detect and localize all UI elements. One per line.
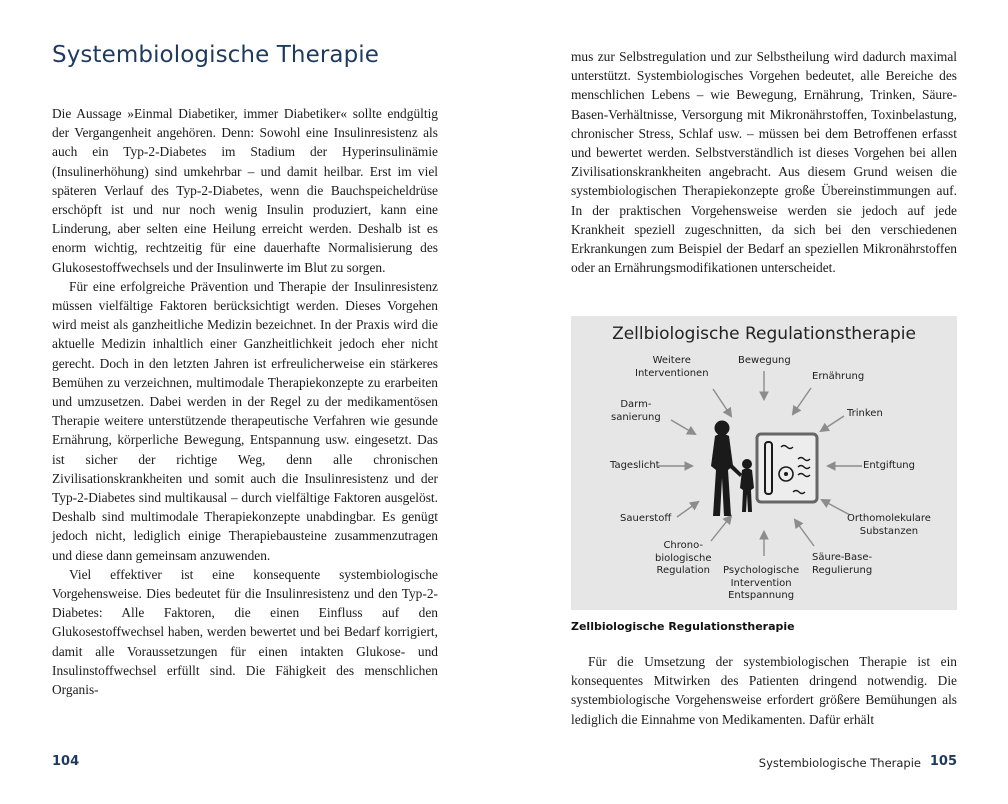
label-entgiftung: Entgiftung: [863, 460, 915, 471]
arrow: [821, 416, 844, 431]
figure-caption: Zellbiologische Regulationstherapie: [571, 620, 795, 633]
arrow: [795, 520, 814, 546]
label-bewegung: Bewegung: [738, 355, 791, 366]
label-darmsanierung: Darm- sanierung: [611, 399, 661, 423]
label-trinken: Trinken: [847, 408, 883, 419]
arrow: [711, 516, 731, 541]
left-page: [52, 0, 438, 804]
paragraph: Die Aussage »Einmal Diabetiker, immer Diabetiker« sollte endgültig der Vergangenheit angehören. Denn: Sowohl eine Insulinresistenz als auch ein Typ-2-Diabetes im Stadium der Hyperinsulinämie (Insulinerhöhung) sind umkehrbar – und damit heilbar. Erst im viel späteren Verlauf des Typ-2-Diabetes, wenn die Bauchspeicheldrüse erschöpft ist und nur noch wenig Insulin produziert, kann eine Linderung, aber selten eine Heilung erreicht werden. Deshalb ist es enorm wichtig, rechtzeitig für eine dauerhafte Normalisierung des Glukosestoffwechsels und der Insulinwerte im Blut zu sorgen.: [52, 106, 438, 275]
regulation-diagram: [571, 316, 957, 610]
arrow: [793, 388, 811, 414]
page-number-right: 105: [929, 754, 957, 769]
label-orthomolekulare-substanzen: Orthomolekulare Substanzen: [847, 513, 931, 537]
paragraph: Viel effektiver ist eine konsequente systembiologische Vorgehensweise. Dies bedeutet für die Insulinresistenz und den Typ-2-Diabetes: Alle Faktoren, die einen Einfluss auf den Glukosestoffwechsel haben, werden bewertet und bei Bedarf korrigiert, damit alle Voraussetzungen für einen intakten Glukose- und Insulinstoffwechsel erfüllt sind. Die Fähigkeit des menschlichen Organis-: [52, 566, 438, 698]
arrow: [713, 389, 731, 416]
cell-icon: [757, 434, 817, 502]
label-psychologische-intervention: Psychologische Intervention Entspannung: [723, 565, 800, 601]
arrow: [677, 502, 698, 517]
chapter-title: Systembiologische Therapie: [52, 42, 380, 68]
diagram-title: Zellbiologische Regulationstherapie: [612, 324, 916, 344]
adult-child-silhouette-icon: [711, 421, 754, 517]
right-page: [571, 0, 957, 804]
paragraph: Für eine erfolgreiche Prävention und Therapie der Insulinresistenz müssen vielfältige Faktoren berücksichtigt werden. Dieses Vorgehen wird meist als ganzheitliche Medizin bezeichnet. In der Praxis wird die aktuelle Medizin inhaltlich einer Ganzheitlichkeit jedoch eher nicht gerecht. Doch in den letzten Jahren ist erfreulicherweise ein stärkeres Bemühen zu verzeichnen, multimodale Therapiekonzepte zu erarbeiten und umzusetzen. Dabei werden in der Regel zu der medikamentösen Therapie weitere unterstützende therapeutische Verfahren wie gesunde Ernährung, körperliche Bewegung, Entspannung usw. eingesetzt. Das ist sicher der richtige Weg, denn alle chronischen Zivilisationskrankheiten und somit auch die Insulinresistenz und der Typ-2-Diabetes sind multikausal – durch vielfältige Faktoren ausgelöst. Deshalb sind multimodale Therapiekonzepte unabdingbar. Es genügt jedoch nicht, lediglich einige Therapiebausteine zusammenzutragen und diese dann gemeinsam anzuwenden.: [52, 278, 438, 563]
label-weitere-interventionen: Weitere Interventionen: [635, 355, 709, 379]
page-number-left: 104: [52, 754, 80, 769]
running-head: Systembiologische Therapie: [758, 756, 921, 770]
label-ernaehrung: Ernährung: [812, 371, 865, 382]
arrow: [822, 500, 850, 515]
label-tageslicht: Tageslicht: [610, 460, 660, 471]
right-body-text-top: [571, 47, 957, 277]
label-sauerstoff: Sauerstoff: [620, 513, 672, 524]
paragraph: mus zur Selbstregulation und zur Selbstheilung wird dadurch maximal unterstützt. Systembiologisches Vorgehen bedeutet, alle Bereiche des menschlichen Lebens – wie Bewegung, Ernährung, Trinken, Säure-Basen-Verhältnisse, Versorgung mit Mikronährstoffen, Toxinbelastung, chronischer Stress, Schlaf usw. – müssen bei dem Betroffenen erfasst und bewertet werden. Selbstverständlich ist dieses Vorgehen bei allen Zivilisationskrankheiten angebracht. Aus diesem Grund weisen die systembiologischen Therapiekonzepte große Übereinstimmungen auf. In der praktischen Vorgehensweise werden sie jedoch auf jede Krankheit speziell zugeschnitten, da sich bei den verschiedenen Erkrankungen zum Beispiel der Bedarf an speziellen Mikronährstoffen oder an Ernährungsmodifikationen unterscheidet.: [571, 49, 957, 276]
paragraph: Für die Umsetzung der systembiologischen Therapie ist ein konsequentes Mitwirken des Patienten dringend notwendig. Die systembiologische Vorgehensweise erfordert größere Bemühungen als lediglich die Einnahme von Medikamenten. Dafür erhält: [571, 654, 957, 727]
label-saeure-base-regulierung: Säure-Base- Regulierung: [812, 552, 873, 576]
left-body-text: [52, 104, 438, 699]
arrow: [671, 420, 695, 434]
label-chronobiologische-regulation: Chrono- biologische Regulation: [655, 540, 712, 576]
right-body-text-bottom: [571, 652, 957, 729]
